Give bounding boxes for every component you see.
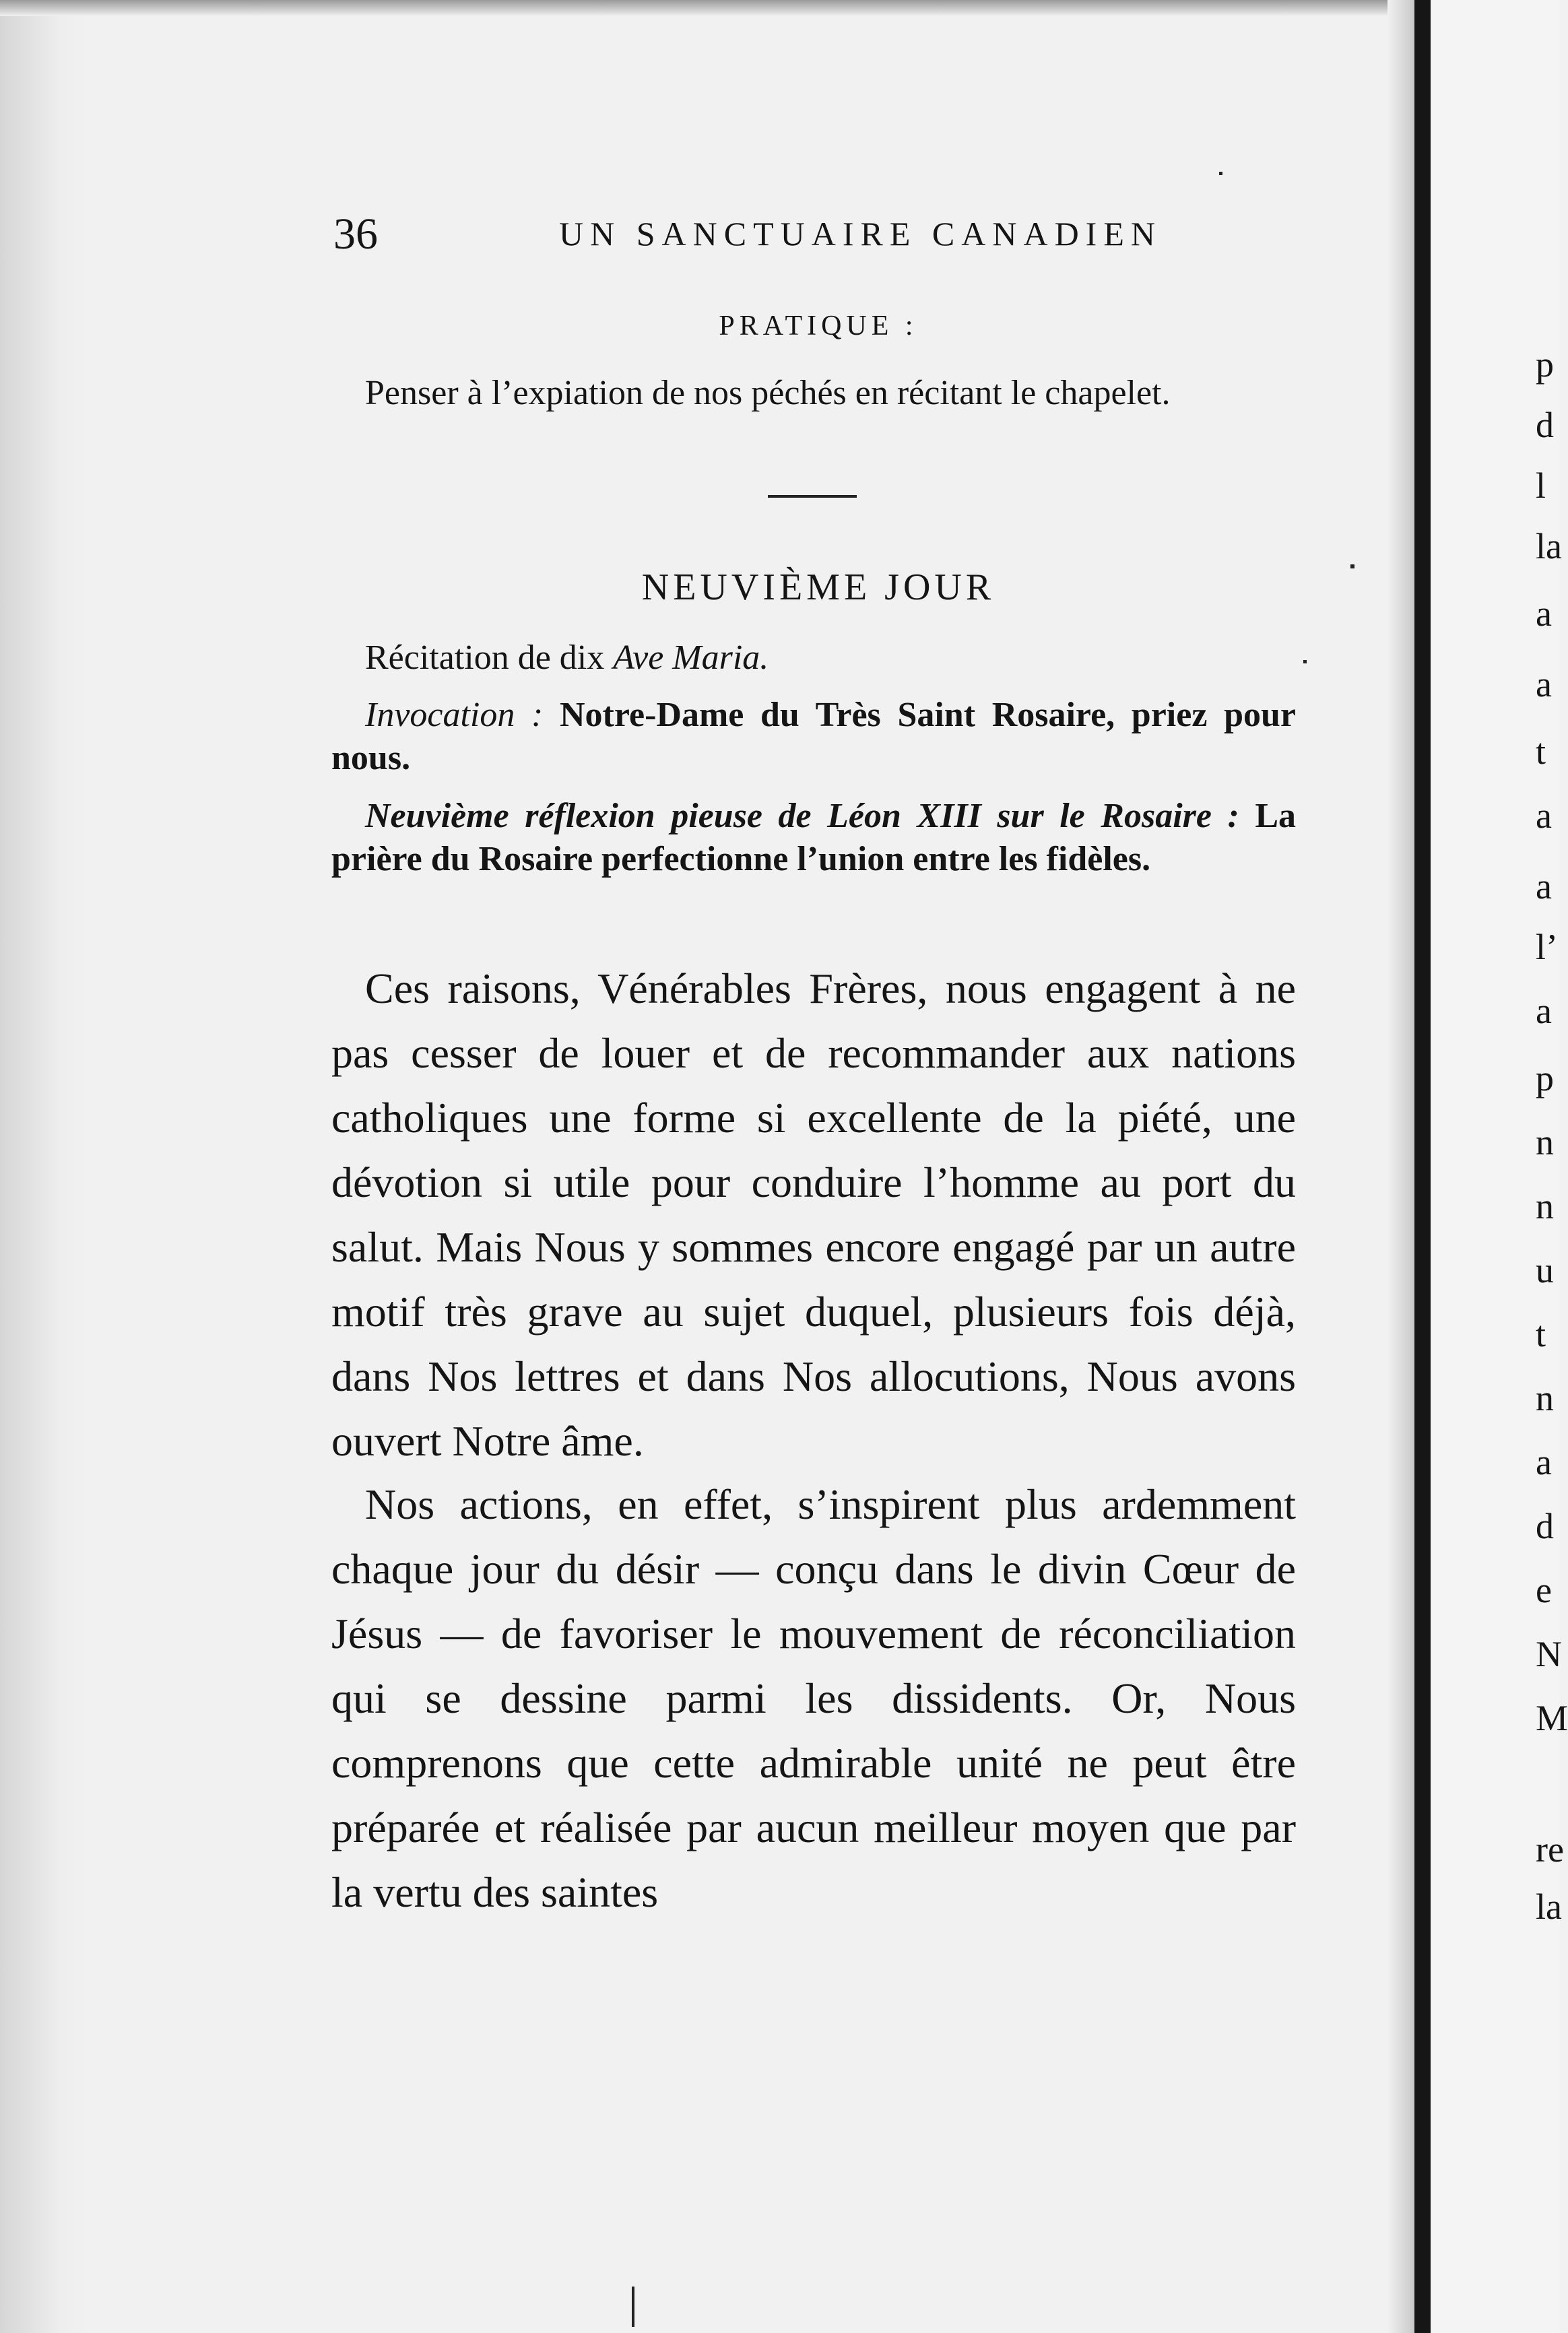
body-paragraph-2: Nos actions, en effet, s’inspirent plus ardemment chaque jour du désir — conçu dans le divin Cœur de Jésus — de favoriser le mouvement de réconciliation qui se dessine parmi les dissidents. Or, Nous comprenons que cette admirable unité ne peut être préparée et réalisée par aucun meilleur moyen que par la vertu des saintes (331, 1480, 1296, 1916)
facing-page-fragment: M (1536, 1698, 1568, 1738)
scan-left-edge (0, 0, 88, 2333)
reflection-text: La prière du Rosaire perfectionne l’union entre les fidèles. (331, 797, 1297, 878)
facing-page-fragment: a (1536, 866, 1552, 907)
reflection-label: Neuvième réflexion pieuse de Léon XIII sur le Rosaire : (365, 797, 1239, 835)
page-header (333, 209, 1303, 263)
facing-page-fragment: l (1536, 465, 1546, 506)
facing-page-fragment: a (1536, 664, 1552, 704)
invocation-text: Notre-Dame du Très Saint Rosaire, priez pour nous. (331, 696, 1296, 777)
facing-page (1431, 0, 1568, 2333)
scan-top-edge (0, 0, 1414, 16)
running-title: UN SANCTUAIRE CANADIEN (559, 215, 1162, 253)
facing-page-fragment: re (1536, 1829, 1564, 1870)
facing-page-fragment: t (1536, 731, 1546, 772)
facing-page-fragment: a (1536, 991, 1552, 1031)
invocation-line (331, 694, 1296, 780)
facing-page-fragment: N (1536, 1634, 1562, 1674)
facing-page-fragment: a (1536, 593, 1552, 634)
facing-page-fragment: t (1536, 1314, 1546, 1354)
facing-page-fragment: la (1536, 526, 1562, 566)
facing-page-fragment: d (1536, 1506, 1554, 1546)
reflection-line (331, 795, 1296, 881)
section-divider (768, 495, 857, 498)
facing-page-fragment: p (1536, 1058, 1554, 1098)
recitation-line (331, 636, 1296, 680)
facing-page-fragment: d (1536, 405, 1554, 445)
facing-page-fragment: a (1536, 1442, 1552, 1482)
scan-mark (632, 2287, 634, 2327)
recitation-prayer: Ave Maria. (613, 638, 769, 677)
facing-page-fragment: n (1536, 1378, 1554, 1418)
scan-speck (1350, 564, 1354, 568)
facing-page-fragment: p (1536, 344, 1554, 385)
facing-page-fragment: n (1536, 1122, 1554, 1162)
scan-speck (1219, 172, 1222, 175)
facing-page-fragment: u (1536, 1250, 1554, 1290)
day-heading: NEUVIÈME JOUR (641, 566, 995, 608)
pratique-text: Penser à l’expiation de nos péchés en récitant le chapelet. (365, 374, 1171, 412)
body-paragraph-1: Ces raisons, Vénérables Frères, nous engagent à ne pas cesser de louer et de recommander aux nations catholiques une forme si excellente de la piété, une dévotion si utile pour conduire l’homme au port du salut. Mais Nous y sommes encore engagé par un autre motif très grave au sujet duquel, plusieurs fois déjà, dans Nos lettres et dans Nos allocutions, Nous avons ouvert Notre âme. (331, 964, 1296, 1465)
facing-page-fragment: e (1536, 1570, 1552, 1610)
invocation-label: Invocation : (365, 696, 544, 734)
facing-page-fragment: l’ (1536, 927, 1558, 967)
facing-page-fragment: n (1536, 1186, 1554, 1226)
pratique-heading: PRATIQUE : (719, 310, 918, 341)
facing-page-fragment: la (1536, 1886, 1562, 1927)
page-number: 36 (333, 209, 378, 259)
recitation-label: Récitation de dix (365, 638, 605, 677)
gutter-shadow (1387, 0, 1414, 2333)
scan-speck (1303, 660, 1307, 663)
page-gutter (1414, 0, 1431, 2333)
facing-page-fragment: a (1536, 795, 1552, 836)
